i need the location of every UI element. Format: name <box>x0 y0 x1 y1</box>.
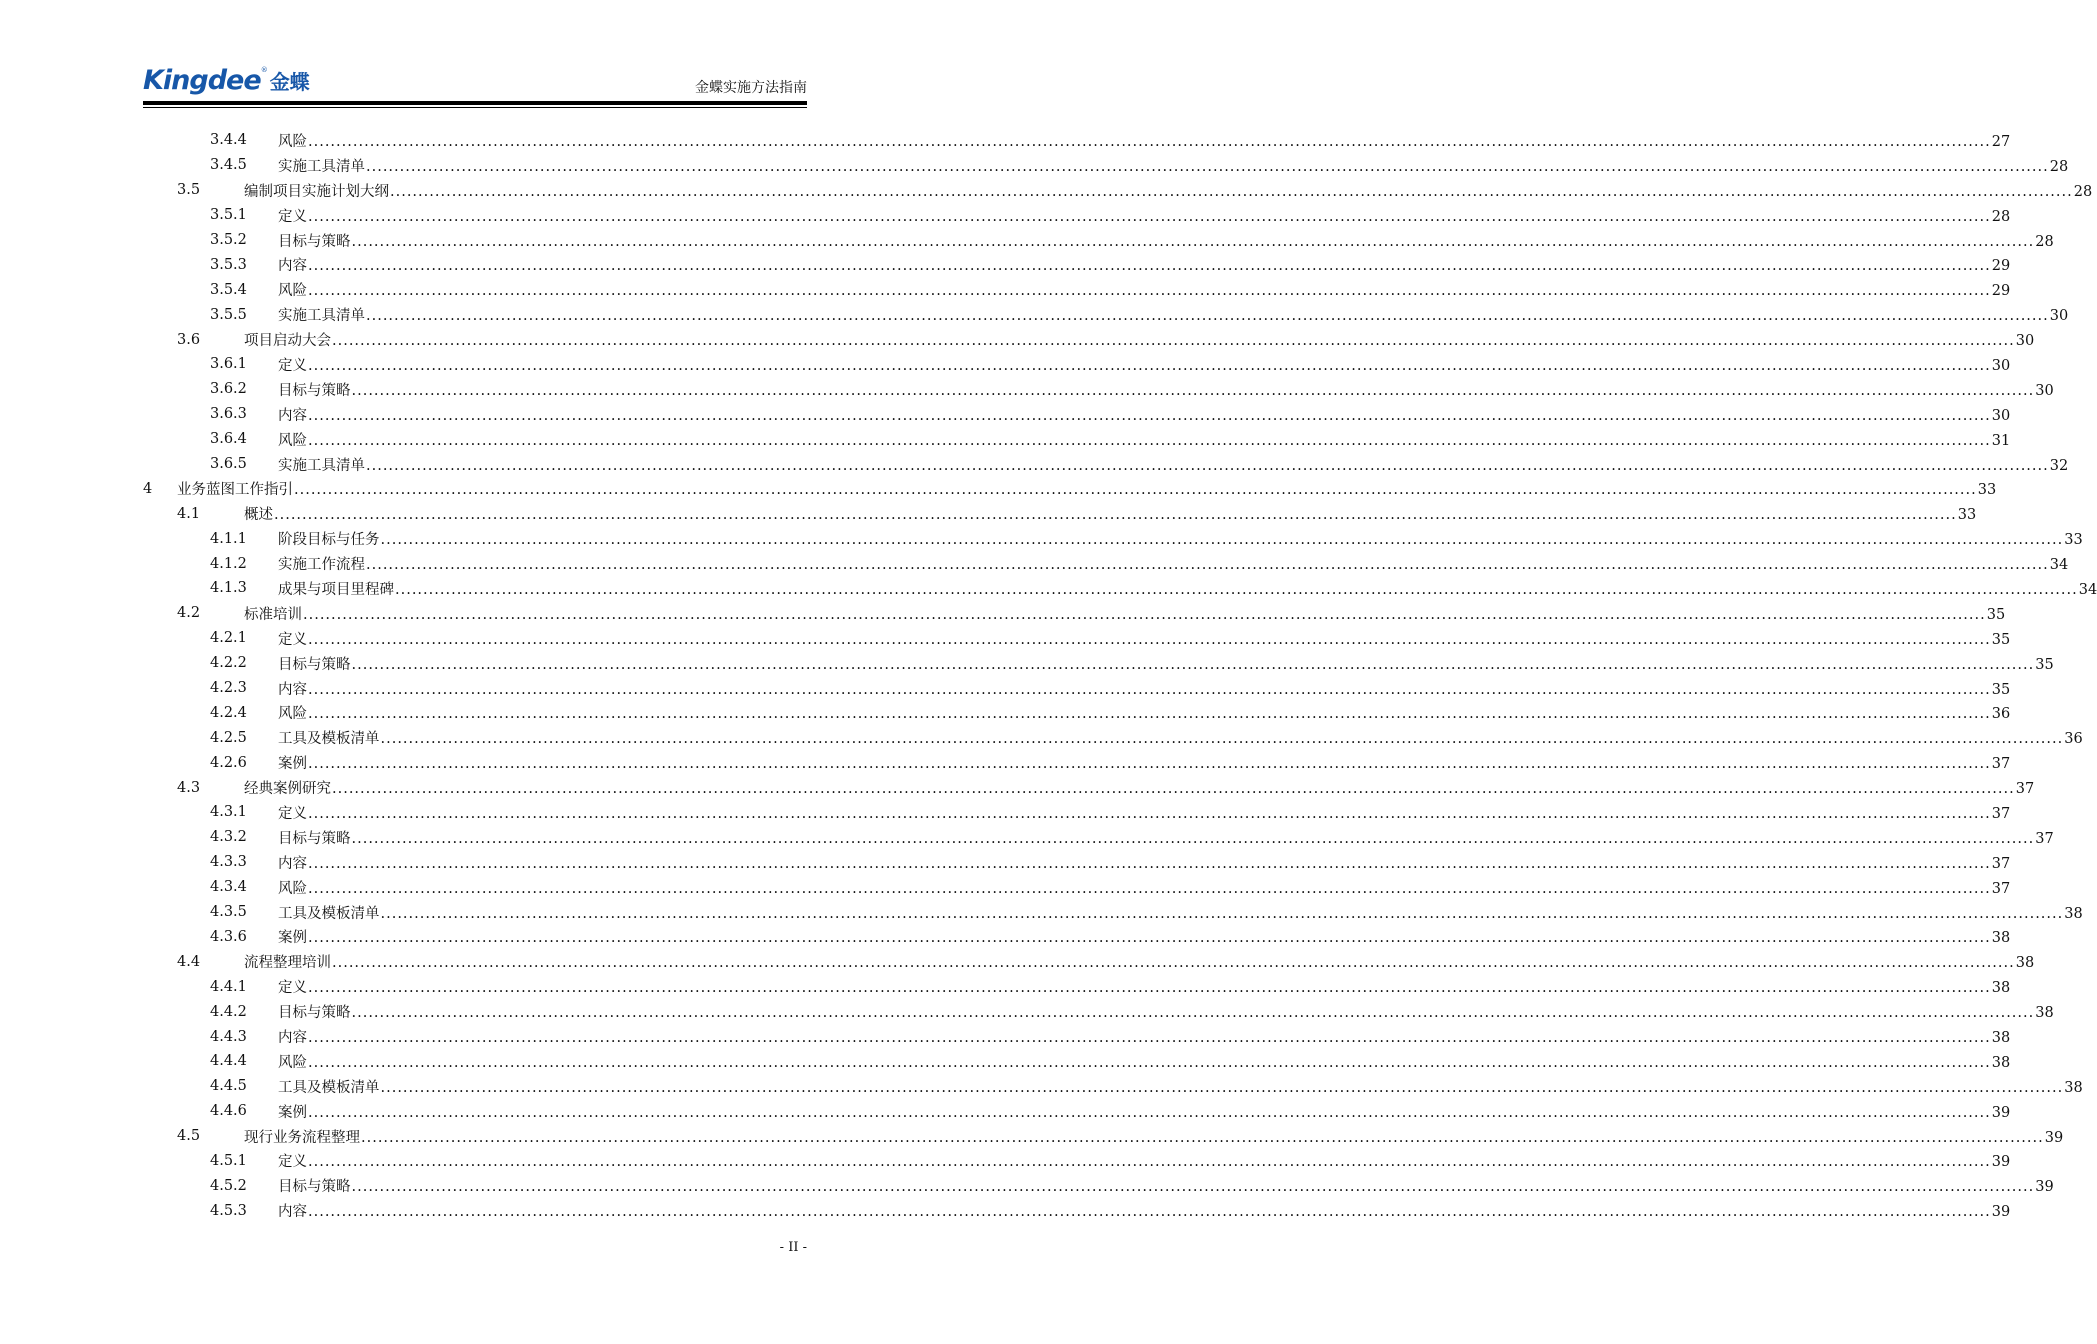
toc-entry-title: 目标与策略 <box>278 233 351 250</box>
toc-entry-page: 33 <box>1977 482 1997 499</box>
toc-entry-page: 35 <box>2035 656 2054 673</box>
toc-dot-leader: ............................................................................................................................................................................................................................................................................................................ <box>308 706 1991 723</box>
toc-entry[interactable] <box>0 178 2093 203</box>
toc-entry-text <box>244 777 2035 798</box>
toc-entry-number: 4.4.6 <box>210 1103 247 1120</box>
toc-entry-text <box>278 1175 2054 1196</box>
toc-dot-leader: ............................................................................................................................................................................................................................................................................................................ <box>308 681 1991 698</box>
kingdee-logo <box>143 62 310 96</box>
toc-entry-number: 4.1 <box>177 505 201 522</box>
toc-dot-leader: ............................................................................................................................................................................................................................................................................................................ <box>380 905 2064 922</box>
toc-entry-title: 工具及模板清单 <box>278 731 380 748</box>
toc-entry-text <box>244 951 2035 972</box>
toc-entry-title: 目标与策略 <box>278 1179 351 1196</box>
toc-dot-leader: ............................................................................................................................................................................................................................................................................................................ <box>308 283 1991 300</box>
toc-entry-title: 定义 <box>278 1154 307 1171</box>
toc-entry-number: 3.6.4 <box>210 431 247 448</box>
toc-entry-number: 4.3.4 <box>210 879 247 896</box>
toc-entry-title: 概述 <box>244 507 273 524</box>
toc-entry[interactable] <box>0 203 2011 228</box>
toc-entry-page: 39 <box>2035 1179 2054 1196</box>
toc-entry-page: 38 <box>1991 980 2011 997</box>
toc-entry-page: 30 <box>2035 382 2054 399</box>
toc-entry-text <box>278 1051 2011 1072</box>
toc-entry-page: 37 <box>1991 880 2011 897</box>
toc-dot-leader: ............................................................................................................................................................................................................................................................................................................ <box>351 656 2035 673</box>
toc-entry[interactable] <box>0 676 2011 701</box>
toc-entry-number: 4.2.4 <box>210 704 247 721</box>
toc-entry-title: 定义 <box>278 805 307 822</box>
toc-dot-leader: ............................................................................................................................................................................................................................................................................................................ <box>308 357 1991 374</box>
toc-entry-text <box>244 329 2035 350</box>
toc-dot-leader: ............................................................................................................................................................................................................................................................................................................ <box>332 333 2015 350</box>
toc-entry[interactable] <box>0 526 2083 551</box>
toc-entry-text <box>278 1076 2083 1097</box>
toc-entry[interactable] <box>0 725 2083 750</box>
toc-entry[interactable] <box>0 1099 2011 1124</box>
toc-entry-title: 目标与策略 <box>278 1005 351 1022</box>
toc-entry[interactable] <box>0 153 2069 178</box>
toc-entry-number: 3.4.4 <box>210 132 247 149</box>
toc-entry-title: 实施工具清单 <box>278 308 365 325</box>
toc-dot-leader: ............................................................................................................................................................................................................................................................................................................ <box>303 606 1986 623</box>
toc-entry[interactable] <box>0 750 2011 775</box>
toc-entry-title: 定义 <box>278 357 307 374</box>
toc-entry[interactable] <box>0 501 1977 526</box>
toc-dot-leader: ............................................................................................................................................................................................................................................................................................................ <box>308 631 1991 648</box>
toc-entry[interactable] <box>0 352 2011 377</box>
toc-dot-leader: ............................................................................................................................................................................................................................................................................................................ <box>351 830 2035 847</box>
toc-entry-title: 风险 <box>278 880 307 897</box>
toc-entry[interactable] <box>0 999 2054 1024</box>
toc-entry[interactable] <box>0 925 2011 950</box>
toc-entry[interactable] <box>0 825 2054 850</box>
toc-entry[interactable] <box>0 277 2011 302</box>
toc-dot-leader: ............................................................................................................................................................................................................................................................................................................ <box>351 382 2035 399</box>
toc-dot-leader: ............................................................................................................................................................................................................................................................................................................ <box>351 233 2035 250</box>
toc-entry-number: 4.4.5 <box>210 1078 247 1095</box>
toc-entry[interactable] <box>0 327 2035 352</box>
toc-entry-title: 工具及模板清单 <box>278 1079 380 1096</box>
toc-entry-page: 35 <box>1991 681 2011 698</box>
toc-entry-text <box>278 279 2011 300</box>
toc-dot-leader: ............................................................................................................................................................................................................................................................................................................ <box>308 756 1991 773</box>
toc-entry[interactable] <box>0 651 2054 676</box>
toc-entry-page: 35 <box>1986 606 2006 623</box>
toc-entry-page: 30 <box>2015 333 2035 350</box>
toc-entry-title: 风险 <box>278 283 307 300</box>
toc-entry-text <box>278 1026 2011 1047</box>
toc-entry[interactable] <box>0 302 2069 327</box>
toc-entry-number: 4.5.1 <box>210 1152 247 1169</box>
toc-entry[interactable] <box>0 377 2054 402</box>
toc-entry-page: 38 <box>2015 955 2035 972</box>
toc-dot-leader: ............................................................................................................................................................................................................................................................................................................ <box>308 805 1991 822</box>
toc-entry[interactable] <box>0 551 2069 576</box>
toc-entry[interactable] <box>0 1074 2083 1099</box>
toc-entry-number: 3.5 <box>177 182 201 199</box>
toc-entry-page: 39 <box>1991 1154 2011 1171</box>
toc-entry-number: 4.4.1 <box>210 978 247 995</box>
toc-entry-page: 38 <box>1991 1054 2011 1071</box>
toc-entry-text <box>278 404 2011 425</box>
toc-entry[interactable] <box>0 402 2011 427</box>
logo-chinese-name: 金蝶 <box>269 70 310 94</box>
toc-entry[interactable] <box>0 128 2011 153</box>
toc-entry-number: 3.5.1 <box>210 207 247 224</box>
toc-entry-number: 4.5.3 <box>210 1202 247 1219</box>
toc-entry[interactable] <box>0 228 2054 253</box>
header-title: 金蝶实施方法指南 <box>695 80 807 96</box>
toc-entry-text <box>278 205 2011 226</box>
toc-entry-number: 3.6.2 <box>210 381 247 398</box>
toc-entry-page: 32 <box>2049 457 2069 474</box>
toc-entry[interactable] <box>0 252 2011 277</box>
toc-entry[interactable] <box>0 476 1997 501</box>
toc-entry-text <box>278 926 2011 947</box>
toc-entry-title: 内容 <box>278 855 307 872</box>
toc-dot-leader: ............................................................................................................................................................................................................................................................................................................ <box>294 482 1977 499</box>
toc-entry-page: 38 <box>2064 905 2083 922</box>
toc-entry-number: 4.3.1 <box>210 804 247 821</box>
toc-entry-number: 4.3.6 <box>210 928 247 945</box>
toc-entry[interactable] <box>0 452 2069 477</box>
toc-entry-text <box>278 727 2083 748</box>
toc-entry-page: 38 <box>1991 1030 2011 1046</box>
toc-dot-leader: ............................................................................................................................................................................................................................................................................................................ <box>308 980 1991 997</box>
toc-entry-page: 34 <box>2049 557 2069 574</box>
toc-entry[interactable] <box>0 1024 2011 1049</box>
toc-entry-title: 内容 <box>278 1030 307 1046</box>
toc-entry-text <box>278 1150 2011 1171</box>
logo-registered-mark: ® <box>260 66 268 74</box>
toc-entry-number: 4 <box>143 480 153 497</box>
toc-entry-text <box>278 454 2069 475</box>
toc-entry-text <box>278 230 2054 251</box>
page-number: - II - <box>779 1240 807 1255</box>
toc-entry-title: 流程整理培训 <box>244 955 331 972</box>
toc-entry-page: 35 <box>1991 631 2011 648</box>
toc-entry-page: 37 <box>2035 830 2054 847</box>
toc-dot-leader: ............................................................................................................................................................................................................................................................................................................ <box>308 133 1991 150</box>
toc-entry[interactable] <box>0 875 2011 900</box>
toc-dot-leader: ............................................................................................................................................................................................................................................................................................................ <box>308 1104 1991 1121</box>
toc-dot-leader: ............................................................................................................................................................................................................................................................................................................ <box>332 955 2015 972</box>
toc-entry-number: 4.3.5 <box>210 904 247 921</box>
toc-entry-title: 目标与策略 <box>278 830 351 847</box>
toc-entry-text <box>278 429 2011 450</box>
toc-entry-text <box>278 852 2011 873</box>
toc-dot-leader: ............................................................................................................................................................................................................................................................................................................ <box>366 457 2049 474</box>
toc-entry[interactable] <box>0 1149 2011 1174</box>
toc-entry-page: 29 <box>1991 258 2011 275</box>
toc-entry-text <box>278 553 2069 574</box>
toc-entry[interactable] <box>0 850 2011 875</box>
header-rule-thin <box>143 107 807 108</box>
toc-entry-page: 27 <box>1991 133 2011 150</box>
toc-dot-leader: ............................................................................................................................................................................................................................................................................................................ <box>308 208 1991 225</box>
toc-entry[interactable] <box>0 900 2083 925</box>
toc-entry-text <box>278 827 2054 848</box>
toc-entry-text <box>244 603 2006 624</box>
toc-entry-number: 4.4.4 <box>210 1053 247 1070</box>
toc-entry-text <box>278 802 2011 823</box>
toc-dot-leader: ............................................................................................................................................................................................................................................................................................................ <box>308 880 1991 897</box>
toc-entry[interactable] <box>0 427 2011 452</box>
toc-entry-title: 实施工具清单 <box>278 457 365 474</box>
toc-dot-leader: ............................................................................................................................................................................................................................................................................................................ <box>380 731 2064 748</box>
toc-entry-title: 标准培训 <box>244 606 302 623</box>
toc-entry-page: 37 <box>2015 781 2035 798</box>
toc-entry-title: 风险 <box>278 133 307 150</box>
toc-entry-title: 实施工作流程 <box>278 557 365 574</box>
toc-entry-text <box>278 752 2011 773</box>
toc-entry-text <box>278 254 2011 275</box>
toc-entry-page: 30 <box>1991 407 2011 424</box>
toc-dot-leader: ............................................................................................................................................................................................................................................................................................................ <box>308 258 1991 275</box>
toc-entry-page: 39 <box>1991 1104 2011 1121</box>
toc-entry-title: 经典案例研究 <box>244 781 331 798</box>
header-rule-thick <box>143 101 807 105</box>
toc-entry-title: 定义 <box>278 208 307 225</box>
toc-entry-page: 34 <box>2078 581 2097 598</box>
toc-entry-text <box>278 528 2083 549</box>
toc-entry-number: 3.5.4 <box>210 281 247 298</box>
toc-entry-page: 31 <box>1991 432 2011 449</box>
toc-entry-page: 29 <box>1991 283 2011 300</box>
toc-entry-number: 4.5.2 <box>210 1177 247 1194</box>
toc-dot-leader: ............................................................................................................................................................................................................................................................................................................ <box>308 432 1991 449</box>
toc-entry-number: 4.2.5 <box>210 729 247 746</box>
toc-entry-number: 4.4.3 <box>210 1028 247 1045</box>
toc-entry-title: 编制项目实施计划大纲 <box>244 183 389 200</box>
toc-entry[interactable] <box>0 576 2097 601</box>
toc-entry-page: 30 <box>1991 357 2011 374</box>
toc-entry-text <box>278 354 2011 375</box>
toc-entry-title: 风险 <box>278 706 307 723</box>
toc-entry-number: 4.2 <box>177 605 201 622</box>
table-of-contents <box>0 128 2097 1223</box>
toc-entry-text <box>278 1001 2054 1022</box>
toc-entry[interactable] <box>0 974 2011 999</box>
toc-entry-title: 内容 <box>278 258 307 275</box>
toc-entry-text <box>278 902 2083 923</box>
toc-entry-page: 39 <box>2044 1129 2064 1146</box>
toc-entry-text <box>278 130 2011 151</box>
toc-entry-page: 37 <box>1991 855 2011 872</box>
toc-entry-page: 28 <box>2049 158 2069 175</box>
toc-entry-page: 38 <box>1991 930 2011 947</box>
toc-dot-leader: ............................................................................................................................................................................................................................................................................................................ <box>308 1204 1991 1221</box>
toc-dot-leader: ............................................................................................................................................................................................................................................................................................................ <box>274 507 1957 524</box>
toc-entry-text <box>278 976 2011 997</box>
toc-entry-title: 目标与策略 <box>278 382 351 399</box>
toc-dot-leader: ............................................................................................................................................................................................................................................................................................................ <box>308 1154 1991 1171</box>
toc-entry-title: 现行业务流程整理 <box>244 1129 360 1146</box>
toc-dot-leader: ............................................................................................................................................................................................................................................................................................................ <box>308 407 1991 424</box>
toc-entry-text <box>278 678 2011 699</box>
toc-entry-number: 4.4 <box>177 953 201 970</box>
toc-entry-title: 风险 <box>278 1054 307 1071</box>
toc-dot-leader: ............................................................................................................................................................................................................................................................................................................ <box>351 1005 2035 1022</box>
toc-entry-title: 定义 <box>278 631 307 648</box>
toc-entry-page: 37 <box>1991 805 2011 822</box>
toc-dot-leader: ............................................................................................................................................................................................................................................................................................................ <box>332 781 2015 798</box>
toc-entry-text <box>244 180 2093 201</box>
toc-entry-page: 36 <box>2064 731 2083 748</box>
toc-entry-page: 38 <box>2064 1079 2083 1096</box>
toc-entry-title: 定义 <box>278 980 307 997</box>
toc-entry-text <box>278 304 2069 325</box>
toc-entry-number: 3.5.3 <box>210 256 247 273</box>
toc-entry-title: 内容 <box>278 681 307 698</box>
toc-entry-title: 阶段目标与任务 <box>278 532 380 549</box>
toc-dot-leader: ............................................................................................................................................................................................................................................................................................................ <box>308 1054 1991 1071</box>
toc-dot-leader: ............................................................................................................................................................................................................................................................................................................ <box>308 930 1991 947</box>
toc-entry-text <box>244 503 1977 524</box>
toc-entry-page: 30 <box>2049 308 2069 325</box>
toc-entry-number: 4.3 <box>177 779 201 796</box>
toc-entry[interactable] <box>0 1198 2011 1223</box>
toc-entry-number: 3.6.3 <box>210 406 247 423</box>
toc-dot-leader: ............................................................................................................................................................................................................................................................................................................ <box>380 532 2064 549</box>
toc-dot-leader: ............................................................................................................................................................................................................................................................................................................ <box>308 855 1991 872</box>
toc-entry-text <box>278 653 2054 674</box>
toc-dot-leader: ............................................................................................................................................................................................................................................................................................................ <box>390 183 2073 200</box>
toc-entry-title: 项目启动大会 <box>244 333 331 350</box>
toc-entry-number: 4.3.3 <box>210 854 247 871</box>
toc-entry-title: 内容 <box>278 407 307 424</box>
toc-entry-number: 4.1.3 <box>210 580 247 597</box>
toc-entry-page: 33 <box>1957 507 1977 524</box>
toc-entry-text <box>278 1200 2011 1221</box>
toc-entry[interactable] <box>0 626 2011 651</box>
toc-entry-text <box>278 578 2097 599</box>
toc-entry-number: 4.3.2 <box>210 829 247 846</box>
toc-entry-text <box>244 1126 2064 1147</box>
toc-entry-page: 39 <box>1991 1204 2011 1221</box>
toc-entry-title: 案例 <box>278 930 307 947</box>
toc-dot-leader: ............................................................................................................................................................................................................................................................................................................ <box>308 1030 1991 1046</box>
logo-wordmark: Kingdee <box>143 65 261 96</box>
toc-entry-text <box>278 379 2054 400</box>
toc-entry-number: 3.5.5 <box>210 306 247 323</box>
toc-entry-page: 37 <box>1991 756 2011 773</box>
toc-entry-page: 36 <box>1991 706 2011 723</box>
toc-dot-leader: ............................................................................................................................................................................................................................................................................................................ <box>361 1129 2044 1146</box>
toc-entry[interactable] <box>0 1173 2054 1198</box>
toc-entry-title: 案例 <box>278 1104 307 1121</box>
toc-entry-number: 3.5.2 <box>210 232 247 248</box>
toc-entry-number: 4.2.6 <box>210 754 247 771</box>
toc-entry-number: 4.2.1 <box>210 630 247 647</box>
toc-entry-number: 4.2.2 <box>210 655 247 672</box>
toc-entry-page: 28 <box>2073 183 2093 200</box>
toc-entry-page: 33 <box>2064 532 2083 549</box>
toc-entry-number: 3.6.5 <box>210 456 247 473</box>
toc-entry-number: 3.6.1 <box>210 356 247 373</box>
toc-entry-number: 4.4.2 <box>210 1003 247 1020</box>
toc-entry-title: 风险 <box>278 432 307 449</box>
toc-dot-leader: ............................................................................................................................................................................................................................................................................................................ <box>380 1079 2064 1096</box>
toc-entry[interactable] <box>0 700 2011 725</box>
toc-entry[interactable] <box>0 949 2035 974</box>
toc-dot-leader: ............................................................................................................................................................................................................................................................................................................ <box>351 1179 2035 1196</box>
toc-entry-page: 28 <box>2035 233 2054 250</box>
toc-entry[interactable] <box>0 775 2035 800</box>
toc-entry[interactable] <box>0 1049 2011 1074</box>
toc-entry[interactable] <box>0 1124 2064 1149</box>
toc-entry-title: 案例 <box>278 756 307 773</box>
toc-entry-number: 4.2.3 <box>210 680 247 697</box>
toc-entry-page: 38 <box>2035 1005 2054 1022</box>
toc-entry-page: 28 <box>1991 208 2011 225</box>
toc-entry-title: 成果与项目里程碑 <box>278 581 394 598</box>
toc-entry-text <box>278 1101 2011 1122</box>
toc-dot-leader: ............................................................................................................................................................................................................................................................................................................ <box>395 581 2078 598</box>
toc-entry-title: 实施工具清单 <box>278 158 365 175</box>
toc-entry-title: 目标与策略 <box>278 656 351 673</box>
toc-entry-title: 工具及模板清单 <box>278 905 380 922</box>
toc-entry[interactable] <box>0 800 2011 825</box>
toc-entry-text <box>177 478 1997 499</box>
toc-entry-number: 4.1.2 <box>210 555 247 572</box>
toc-entry-text <box>278 628 2011 649</box>
toc-entry-number: 4.5 <box>177 1128 201 1145</box>
toc-dot-leader: ............................................................................................................................................................................................................................................................................................................ <box>366 158 2049 175</box>
toc-entry-number: 4.1.1 <box>210 530 247 547</box>
toc-entry-text <box>278 702 2011 723</box>
toc-entry-title: 内容 <box>278 1204 307 1221</box>
toc-dot-leader: ............................................................................................................................................................................................................................................................................................................ <box>366 557 2049 574</box>
toc-entry-number: 3.4.5 <box>210 157 247 174</box>
toc-entry-text <box>278 155 2069 176</box>
toc-entry[interactable] <box>0 601 2006 626</box>
toc-dot-leader: ............................................................................................................................................................................................................................................................................................................ <box>366 308 2049 325</box>
toc-entry-text <box>278 877 2011 898</box>
toc-entry-number: 3.6 <box>177 331 201 348</box>
toc-entry-title: 业务蓝图工作指引 <box>177 482 293 499</box>
